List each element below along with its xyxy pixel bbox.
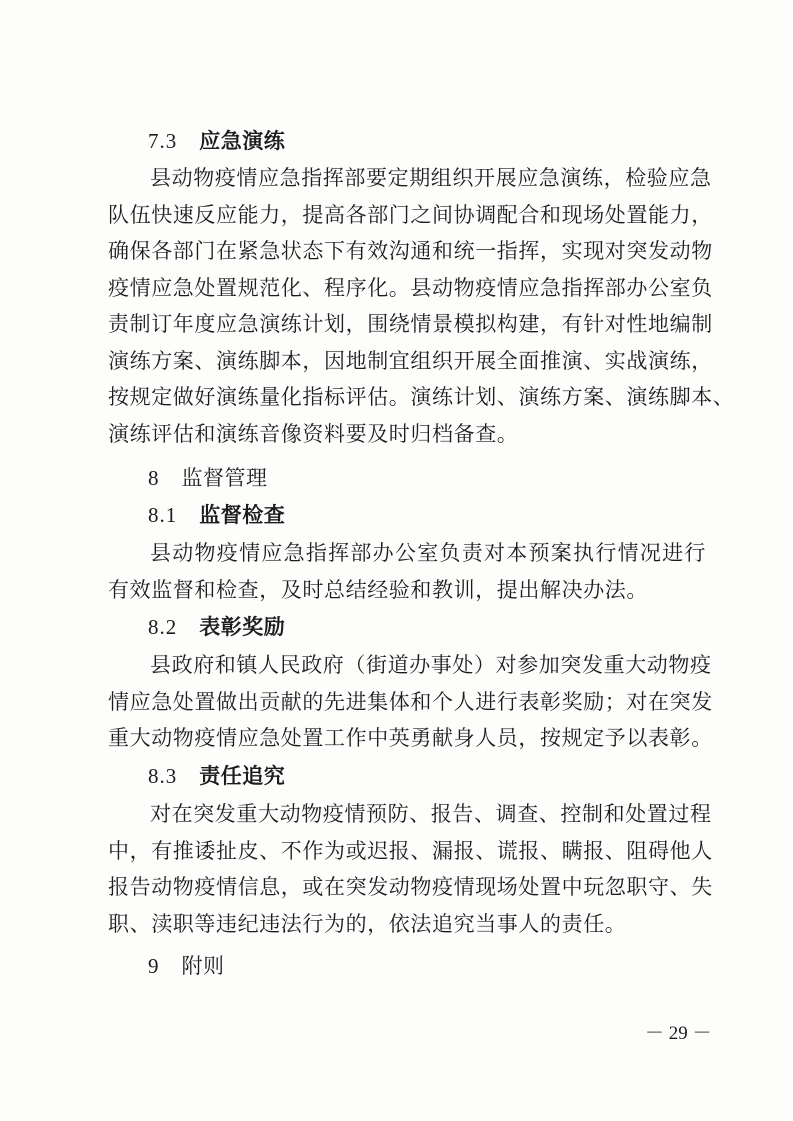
heading-title: 应急演练 xyxy=(199,129,286,153)
paragraph-line: 队伍快速反应能力，提高各部门之间协调配合和现场处置能力， xyxy=(108,202,713,227)
paragraph-line: 县动物疫情应急指挥部要定期组织开展应急演练，检验应急 xyxy=(150,166,712,190)
paragraph-line: 演练方案、演练脚本，因地制宜组织开展全面推演、实战演练， xyxy=(108,348,713,373)
paragraph-line: 县政府和镇人民政府（街道办事处）对参加突发重大动物疫 xyxy=(150,653,712,677)
heading-title: 表彰奖励 xyxy=(199,615,286,639)
paragraph-line: 对在突发重大动物疫情预防、报告、调查、控制和处置过程 xyxy=(150,802,712,826)
paragraph-line: 确保各部门在紧急状态下有效沟通和统一指挥，实现对突发动物 xyxy=(108,239,713,263)
heading-8-1 xyxy=(148,503,285,527)
paragraph-line: 责制订年度应急演练计划，围绕情景模拟构建，有针对性地编制 xyxy=(108,312,713,336)
paragraph-line: 中，有推诿扯皮、不作为或迟报、漏报、谎报、瞒报、阻碍他人 xyxy=(108,838,713,863)
paragraph-line: 报告动物疫情信息，或在突发动物疫情现场处置中玩忽职守、失 xyxy=(108,875,713,899)
heading-title: 责任追究 xyxy=(199,764,286,788)
heading-number: 9 xyxy=(148,954,160,978)
paragraph-line: 按规定做好演练量化指标评估。演练计划、演练方案、演练脚本、 xyxy=(108,385,735,409)
paragraph-line: 情应急处置做出贡献的先进集体和个人进行表彰奖励；对在突发 xyxy=(108,689,713,714)
paragraph-7-3 xyxy=(108,160,735,452)
paragraph-8-3 xyxy=(108,796,713,942)
heading-number: 8.2 xyxy=(148,615,178,639)
paragraph-line: 县动物疫情应急指挥部办公室负责对本预案执行情况进行 xyxy=(150,541,706,565)
heading-8-2 xyxy=(148,615,285,639)
heading-number: 8 xyxy=(148,466,160,490)
heading-number: 8.1 xyxy=(148,503,178,527)
paragraph-line: 疫情应急处置规范化、程序化。县动物疫情应急指挥部办公室负 xyxy=(108,275,713,300)
paragraph-line: 职、渎职等违纪违法行为的，依法追究当事人的责任。 xyxy=(108,911,627,936)
page-number: － 29 － xyxy=(645,1023,712,1044)
heading-9 xyxy=(148,954,225,978)
paragraph-8-1 xyxy=(108,535,706,608)
paragraph-8-2 xyxy=(108,647,713,757)
heading-7-3 xyxy=(148,129,285,153)
heading-number: 8.3 xyxy=(148,764,178,788)
paragraph-line: 重大动物疫情应急处置工作中英勇献身人员，按规定予以表彰。 xyxy=(108,726,713,750)
heading-8 xyxy=(148,466,268,490)
heading-8-3 xyxy=(148,764,285,788)
paragraph-line: 有效监督和检查，及时总结经验和教训，提出解决办法。 xyxy=(108,577,648,602)
heading-number: 7.3 xyxy=(148,129,178,153)
heading-title: 监督管理 xyxy=(181,466,268,490)
paragraph-line: 演练评估和演练音像资料要及时归档备查。 xyxy=(108,421,519,446)
heading-title: 监督检查 xyxy=(199,503,286,527)
heading-title: 附则 xyxy=(181,954,225,978)
